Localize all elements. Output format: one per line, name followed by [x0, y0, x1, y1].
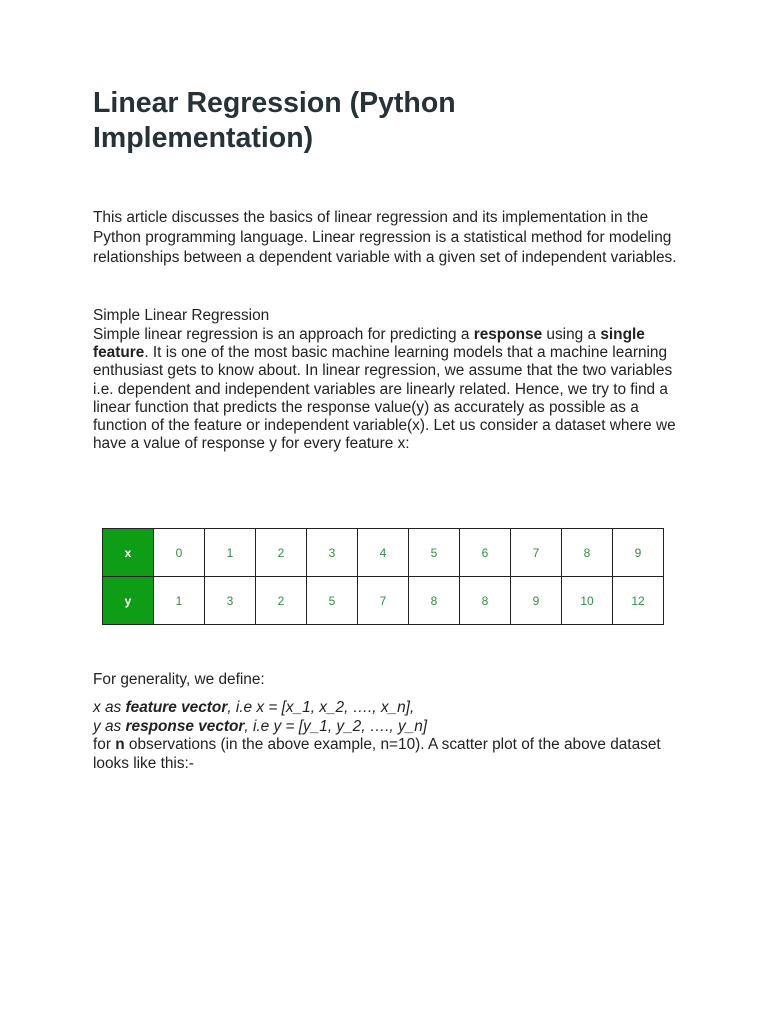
definitions-block — [93, 699, 678, 773]
section-text-rest: . It is one of the most basic machine learning models that a machine learning enthusiast gets to know about. In linear regression, we assume that the two variables i.e. dependent and independent variables are linearly related. Hence, we try to find a linear function that predicts the response value(y) as accurately as possible as a function of the feature or independent variable(x). Let us consider a dataset where we have a value of response y for every feature x: — [93, 344, 676, 453]
obs-bold: n — [115, 736, 125, 753]
table-cell: 0 — [154, 529, 205, 577]
definitions-section — [93, 670, 678, 773]
x-def-prefix: x as — [93, 699, 126, 716]
obs-prefix: for — [93, 736, 116, 753]
section-text-using: using a — [542, 326, 601, 343]
y-def-prefix: y as — [93, 717, 126, 735]
x-def-suffix: , i.e x = [x_1, x_2, …., x_n], — [227, 699, 415, 716]
table-cell: 10 — [562, 577, 613, 625]
section-paragraph — [93, 326, 678, 453]
row-header-y: y — [103, 577, 154, 625]
table-cell: 5 — [307, 577, 358, 625]
table-cell: 8 — [460, 577, 511, 625]
row-header-x: x — [103, 529, 154, 577]
section-text-start: Simple linear regression is an approach for predicting a — [93, 326, 474, 343]
table-cell: 8 — [409, 577, 460, 625]
table-cell: 2 — [256, 529, 307, 577]
table-cell: 9 — [613, 529, 664, 577]
generality-line: For generality, we define: — [93, 671, 265, 688]
bold-response: response — [473, 326, 543, 343]
table-row-x — [103, 529, 664, 577]
x-def-bold: feature vector — [125, 699, 228, 716]
table-row-y — [103, 577, 664, 625]
y-def-suffix: , i.e y = [y_1, y_2, …., y_n] — [244, 717, 428, 735]
table-cell: 2 — [256, 577, 307, 625]
dataset-table — [102, 528, 664, 625]
table-cell: 9 — [511, 577, 562, 625]
table-cell: 5 — [409, 529, 460, 577]
table-cell: 12 — [613, 577, 664, 625]
intro-paragraph: This article discusses the basics of linear regression and its implementation in the Python programming language. Linear regression is a statistical method for modeling relationships between a dependent variable with a given set of independent variables. — [93, 209, 677, 266]
obs-suffix: observations (in the above example, n=10). A scatter plot of the above dataset looks like this:- — [93, 736, 661, 772]
table-cell: 6 — [460, 529, 511, 577]
table-cell: 7 — [511, 529, 562, 577]
table-cell: 1 — [154, 577, 205, 625]
table-cell: 8 — [562, 529, 613, 577]
y-def-bold: response vector — [125, 717, 245, 735]
article — [93, 86, 678, 453]
section-heading: Simple Linear Regression — [93, 307, 270, 324]
table-cell: 3 — [307, 529, 358, 577]
table-cell: 7 — [358, 577, 409, 625]
bold-single-feature: single feature — [93, 326, 645, 362]
table-cell: 3 — [205, 577, 256, 625]
table-cell: 1 — [205, 529, 256, 577]
table-cell: 4 — [358, 529, 409, 577]
article-title: Linear Regression (Python Implementation) — [93, 87, 456, 154]
